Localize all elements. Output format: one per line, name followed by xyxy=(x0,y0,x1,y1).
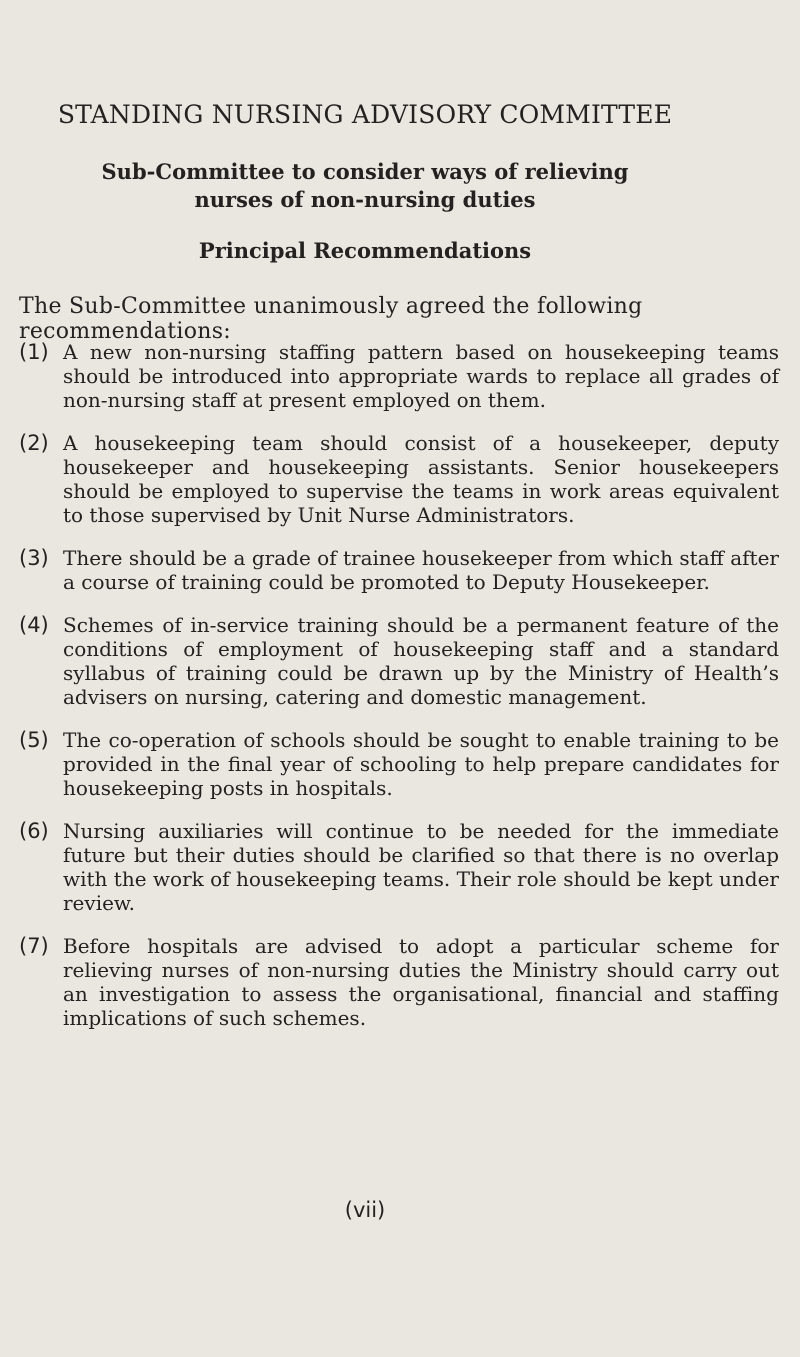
recommendation-text: A housekeeping team should consist of a housekeeper, deputy housekeeper and housekeeping assistants. Senior housekeepers should be employed to supervise the teams in work areas equivalent to those supervised by Unit Nurse Administrators. xyxy=(63,431,779,527)
recommendation-text: A new non-nursing staffing pattern based on housekeeping teams should be introduced into appropriate wards to replace all grades of non-nursing staff at present employed on them. xyxy=(63,340,779,412)
recommendation-item xyxy=(19,613,779,709)
recommendation-text: Schemes of in-service training should be a permanent feature of the conditions of employment of housekeeping staff and a standard syllabus of training could be drawn up by the Ministry of Health’s advisers on nursing, catering and domestic management. xyxy=(63,613,779,709)
intro-paragraph: The Sub-Committee unanimously agreed the following recommendations: xyxy=(19,294,643,344)
recommendation-number: (2) xyxy=(19,431,49,455)
recommendation-number: (4) xyxy=(19,613,49,637)
recommendation-item xyxy=(19,728,779,800)
subtitle-line-1: Sub-Committee to consider ways of relieving xyxy=(101,159,629,184)
recommendation-text: Nursing auxiliaries will continue to be needed for the immediate future but their duties should be clarified so that there is no overlap with the work of housekeeping teams. Their role should be kept under review. xyxy=(63,819,779,915)
recommendation-number: (7) xyxy=(19,934,49,958)
document-title: STANDING NURSING ADVISORY COMMITTEE xyxy=(57,100,673,129)
recommendation-number: (6) xyxy=(19,819,49,843)
recommendations-list xyxy=(19,340,779,1049)
recommendation-item xyxy=(19,431,779,527)
page-number: (vii) xyxy=(344,1198,386,1222)
subtitle-line-2: nurses of non-nursing duties xyxy=(194,187,536,212)
recommendation-text: Before hospitals are advised to adopt a particular scheme for relieving nurses of non-nursing duties the Ministry should carry out an investigation to assess the organisational, financial and staffing implications of such schemes. xyxy=(63,934,779,1030)
recommendation-number: (1) xyxy=(19,340,49,364)
recommendation-item xyxy=(19,546,779,594)
recommendation-number: (3) xyxy=(19,546,49,570)
recommendation-number: (5) xyxy=(19,728,49,752)
recommendation-text: The co-operation of schools should be sought to enable training to be provided in the final year of schooling to help prepare candidates for housekeeping posts in hospitals. xyxy=(63,728,779,800)
recommendation-item xyxy=(19,934,779,1030)
sub-committee-title xyxy=(0,158,730,214)
recommendation-item xyxy=(19,819,779,915)
recommendation-text: There should be a grade of trainee housekeeper from which staff after a course of training could be promoted to Deputy Housekeeper. xyxy=(63,546,779,594)
recommendation-item xyxy=(19,340,779,412)
section-heading: Principal Recommendations xyxy=(198,238,532,263)
